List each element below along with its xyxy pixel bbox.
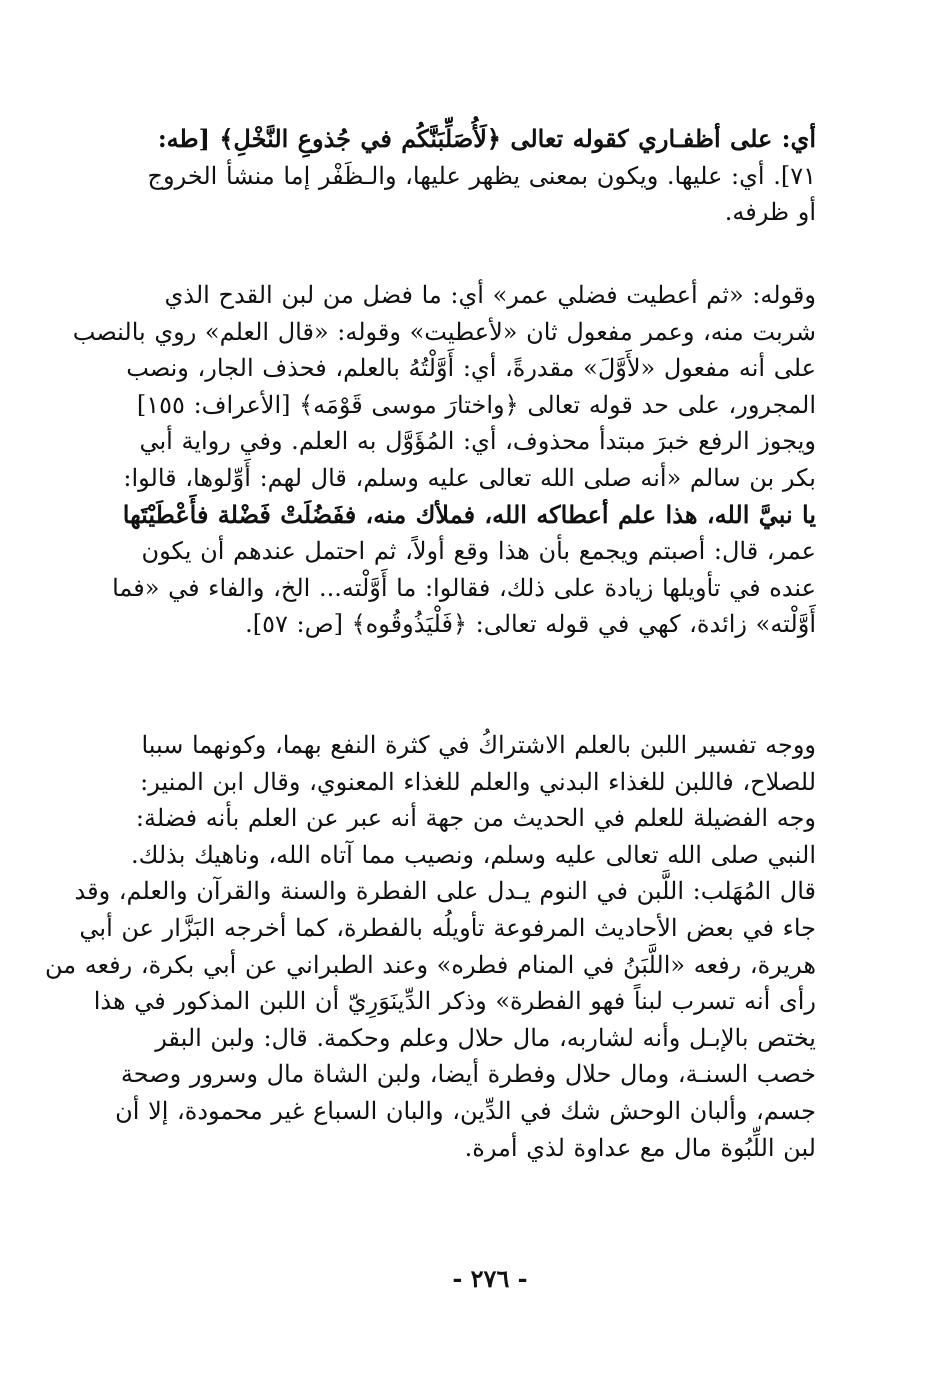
paragraph-2-line-8: عمر، قال: أصبتم ويجمع بأن هذا وقع أولاً، ثم احتمل عندهم أن يكون xyxy=(141,537,816,566)
paragraph-3-line-9: يختص بالإبـل وأنه لشاربه، مال حلال وعلم وحكمة. قال: ولبن البقر xyxy=(155,1023,816,1052)
paragraph-2-line-6: بكر بن سالم «أنه صلى الله تعالى عليه وسلم، قال لهم: أَوِّلوها، قالوا: xyxy=(123,463,816,492)
page-number: - ٢٧٦ - xyxy=(452,1264,528,1293)
paragraph-3-line-4: النبي صلى الله تعالى عليه وسلم، ونصيب مما آتاه الله، وناهيك بذلك. xyxy=(131,840,816,869)
paragraph-3-line-6: جاء في بعض الأحاديث المرفوعة تأويلُه بالفطرة، كما أخرجه البَزَّار عن أبي xyxy=(79,913,816,942)
paragraph-1-line-3: أو ظرفه. xyxy=(724,198,816,227)
paragraph-3-line-8: رأى أنه تسرب لبناً فهو الفطرة» وذكر الدِّينَوَرِيّ أن اللبن المذكور في هذا xyxy=(93,987,816,1016)
paragraph-3 xyxy=(44,727,816,1166)
paragraph-3-line-11: جسم، وألبان الوحش شك في الدِّين، والبان السباع غير محمودة، إلا أن xyxy=(115,1096,816,1125)
paragraph-3-line-7: هريرة، رفعه «اللَّبَنُ في المنام فطره» وعند الطبراني عن أبي بكرة، رفعه من xyxy=(44,950,816,979)
paragraph-3-line-10: خصب السنـة، ومال حلال وفطرة أيضا، ولبن الشاة مال وسرور وصحة xyxy=(120,1060,816,1089)
paragraph-2-line-7: يا نبيَّ الله، هذا علم أعطاكه الله، فملأك منه، ففَضُلَتْ فَضْلة فأَعْطَيْتَها xyxy=(122,499,816,529)
paragraph-2-line-2: شربت منه، وعمر مفعول ثان «لأعطيت» وقوله: «قال العلم» روي بالنصب xyxy=(72,317,816,346)
paragraph-1-line-2: ٧١]. أي: عليها. ويكون بمعنى يظهر عليها، والـظَفْر إما منشأ الخروج xyxy=(147,161,816,190)
paragraph-3-line-1: ووجه تفسير اللبن بالعلم الاشتراكُ في كثرة النفع بهما، وكونهما سببا xyxy=(141,731,816,759)
paragraph-2-line-10: أَوَّلْته» زائدة، كهي في قوله تعالى: ﴿فَلْيَذُوقُوه﴾ [ص: ٥٧]. xyxy=(245,610,816,639)
paragraph-2-line-5: ويجوز الرفع خبرَ مبتدأ محذوف، أي: المُؤَوَّل به العلم. وفي رواية أبي xyxy=(139,427,816,456)
paragraph-3-line-12: لبن اللِّبُوة مال مع عداوة لذي أمرة. xyxy=(464,1133,816,1162)
paragraph-2-line-4: المجرور، على حد قوله تعالى ﴿واختارَ موسى قَوْمَه﴾ [الأعراف: ١٥٥] xyxy=(136,390,816,419)
paragraph-3-line-2: للصلاح، فاللبن للغذاء البدني والعلم للغذاء المعنوي، وقال ابن المنير: xyxy=(140,767,816,796)
paragraph-2-line-1: وقوله: «ثم أعطيت فضلي عمر» أي: ما فضل من لبن القدح الذي xyxy=(164,281,816,309)
paragraph-2 xyxy=(72,277,816,643)
paragraph-1 xyxy=(138,121,816,231)
paragraph-2-line-3: على أنه مفعول «لأَوَّلَ» مقدرةً، أي: أَوَّلْتُهُ بالعلم، فحذف الجار، ونصب xyxy=(126,354,816,383)
paragraph-2-line-9: عنده في تأويلها زيادة على ذلك، فقالوا: ما أَوَّلْته... الخ، والفاء في «فما xyxy=(112,573,816,602)
paragraph-3-line-5: قال المُهَلب: اللَّبن في النوم يـدل على الفطرة والسنة والقرآن والعلم، وقد xyxy=(74,877,816,906)
paragraph-3-line-3: وجه الفضيلة للعلم في الحديث من جهة أنه عبر عن العلم بأنه فضلة: xyxy=(135,804,816,833)
paragraph-1-line-1: أي: على أظفـاري كقوله تعالى ﴿لَأُصَلِّبَنَّكُم في جُذوعِ النَّخْلِ﴾ [طه: xyxy=(157,124,816,153)
